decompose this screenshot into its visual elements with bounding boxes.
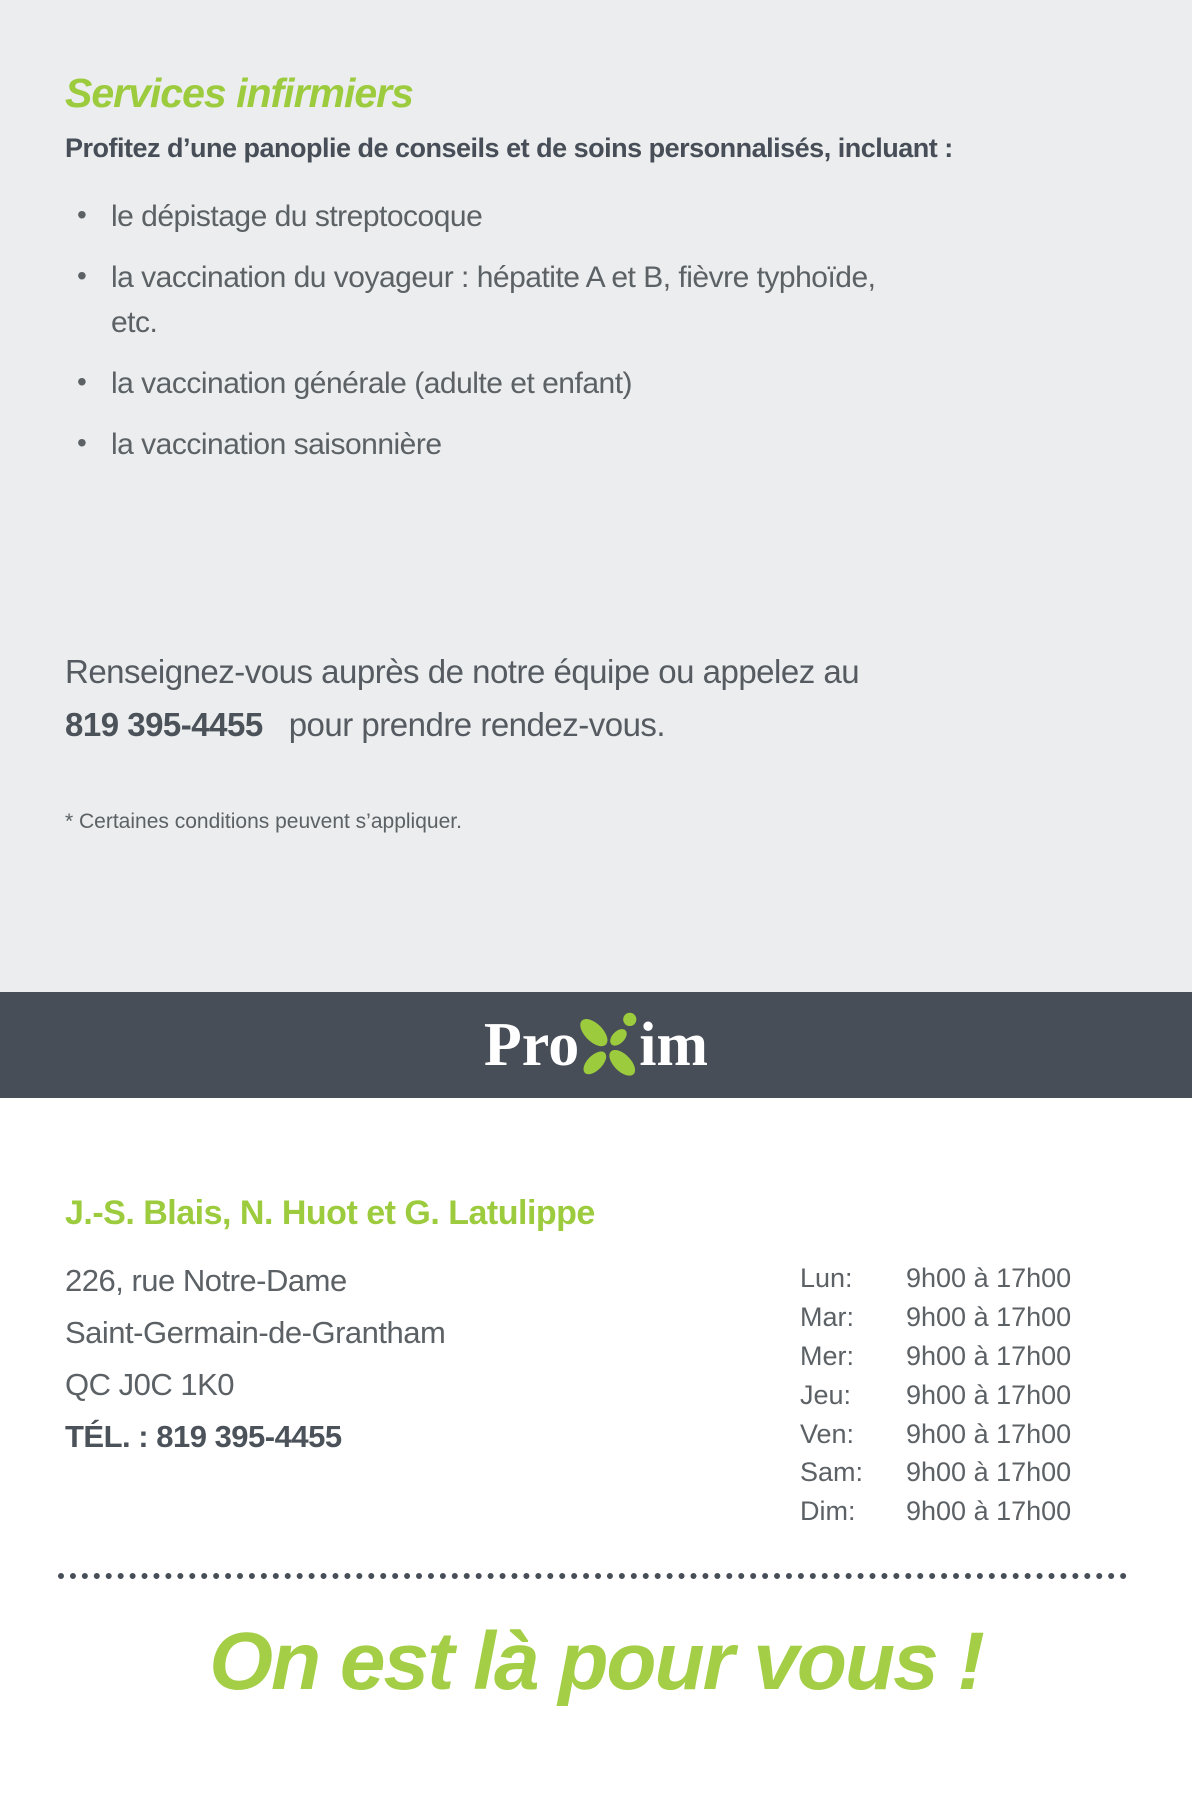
store-owners-name: J.-S. Blais, N. Huot et G. Latulippe bbox=[65, 1194, 595, 1232]
x-leaf-petals-icon bbox=[575, 1006, 643, 1091]
hours-row bbox=[800, 1376, 1071, 1415]
hours-time-value: 9h00 à 17h00 bbox=[906, 1496, 1072, 1527]
address-city: Saint-Germain-de-Grantham bbox=[65, 1315, 446, 1351]
phone-label: TÉL. : bbox=[65, 1419, 149, 1455]
list-item: • le dépistage du streptocoque bbox=[65, 194, 915, 239]
list-item: • la vaccination saisonnière bbox=[65, 422, 915, 467]
services-list bbox=[65, 194, 915, 467]
conditions-footnote: * Certaines conditions peuvent s’appliquer. bbox=[65, 809, 462, 833]
hours-row bbox=[800, 1337, 1071, 1376]
address-postal: QC J0C 1K0 bbox=[65, 1367, 235, 1403]
cta-paragraph bbox=[65, 645, 1045, 752]
opening-hours-table bbox=[800, 1255, 1071, 1531]
hours-day-label: Dim: bbox=[800, 1496, 856, 1527]
slogan-text: On est là pour vous ! bbox=[209, 1616, 983, 1708]
cta-text-line1: Renseignez-vous auprès de notre équipe ou appelez au bbox=[65, 653, 860, 690]
cta-phone-number: 819 395-4455 bbox=[65, 706, 263, 744]
promo-intro-text: Profitez d’une panoplie de conseils et de soins personnalisés, incluant : bbox=[65, 133, 953, 163]
hours-time-value: 9h00 à 17h00 bbox=[906, 1379, 1072, 1410]
logo-text-pre: Pro bbox=[483, 1011, 580, 1079]
page-title: Services infirmiers bbox=[65, 70, 413, 116]
store-columns bbox=[65, 1255, 1127, 1531]
hours-time-value: 9h00 à 17h00 bbox=[906, 1340, 1072, 1371]
hours-day-label: Jeu: bbox=[800, 1379, 852, 1410]
hours-row bbox=[800, 1492, 1071, 1531]
dotted-divider bbox=[58, 1573, 1127, 1579]
hours-row bbox=[800, 1415, 1071, 1454]
hours-day-label: Sam: bbox=[800, 1457, 864, 1488]
cta-text-line2: pour prendre rendez-vous. bbox=[288, 706, 666, 744]
hours-day-label: Mar: bbox=[800, 1301, 854, 1332]
store-phone-line bbox=[65, 1411, 715, 1463]
store-address-block bbox=[65, 1255, 715, 1531]
store-info-section bbox=[0, 1194, 1192, 1531]
hours-row bbox=[800, 1298, 1071, 1337]
hours-time-value: 9h00 à 17h00 bbox=[906, 1457, 1072, 1488]
list-item: • la vaccination générale (adulte et enfant) bbox=[65, 361, 915, 406]
hours-day-label: Mer: bbox=[800, 1340, 854, 1371]
hours-time-value: 9h00 à 17h00 bbox=[906, 1263, 1072, 1293]
proxim-logo bbox=[484, 1000, 708, 1091]
list-item: • la vaccination du voyageur : hépatite A et B, fièvre typhoïde, etc. bbox=[65, 255, 915, 345]
brand-band bbox=[0, 992, 1192, 1098]
phone-number: 819 395-4455 bbox=[156, 1419, 342, 1455]
hours-day-label: Ven: bbox=[800, 1418, 855, 1449]
hours-day-label: Lun: bbox=[800, 1263, 853, 1293]
hours-row bbox=[800, 1453, 1071, 1492]
hours-time-value: 9h00 à 17h00 bbox=[906, 1418, 1072, 1449]
hours-row bbox=[800, 1259, 1071, 1298]
logo-text-post: im bbox=[639, 1011, 709, 1079]
hours-time-value: 9h00 à 17h00 bbox=[906, 1301, 1072, 1332]
address-street: 226, rue Notre-Dame bbox=[65, 1263, 347, 1298]
